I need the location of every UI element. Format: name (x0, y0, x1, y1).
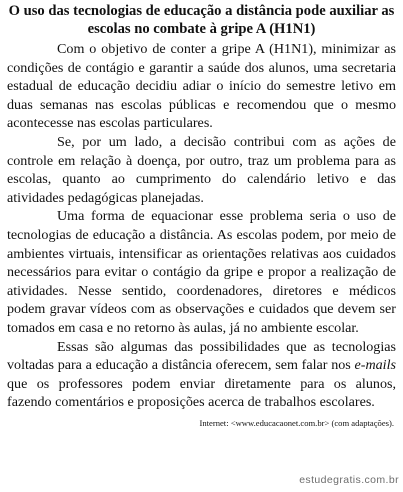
source-citation: Internet: <www.educacaonet.com.br> (com adaptações). (199, 417, 394, 428)
paragraph-4-text-end: que os professores podem enviar diretamente para os alunos, fazendo comentários e proposições acerca de trabalhos escolares. (7, 375, 396, 411)
paragraph-3: Uma forma de equacionar esse problema seria o uso de tecnologias de educação a distância. As escolas podem, por meio de ambientes virtuais, intensificar as orientações relativas aos cuidados necessários para evitar o contágio da gripe e propor a realização de atividades. Nesse sentido, coordenadores, diretores e médicos podem gravar vídeos com as observações e cuidados que devem ser tomados em casa e no retorno às aulas, já no ambiente escolar. (7, 208, 396, 336)
article-title: O uso das tecnologias de educação a distância pode auxiliar as escolas no combate à gripe A (H1N1) (8, 3, 395, 37)
article (7, 2, 396, 428)
paragraph-2: Se, por um lado, a decisão contribui com as ações de controle em relação à doença, por outro, traz um problema para as escolas, quanto ao cumprimento do calendário letivo e das atividades pedagógicas planejadas. (7, 133, 396, 206)
watermark: estudegratis.com.br (299, 474, 399, 486)
paragraph-4-emphasis: e-mails (354, 357, 396, 374)
paragraph-4-text-start: Essas são algumas das possibilidades que as tecnologias voltadas para a educação a distância oferecem, sem falar nos (7, 338, 396, 374)
paragraph-1: Com o objetivo de conter a gripe A (H1N1), minimizar as condições de contágio e garantir a saúde dos alunos, uma secretaria estadual de educação decidiu adiar o início do semestre letivo em duas semanas nas escolas públicas e recomendou que o mesmo acontecesse nas escolas particulares. (7, 41, 396, 132)
paragraph-4 (7, 338, 396, 412)
